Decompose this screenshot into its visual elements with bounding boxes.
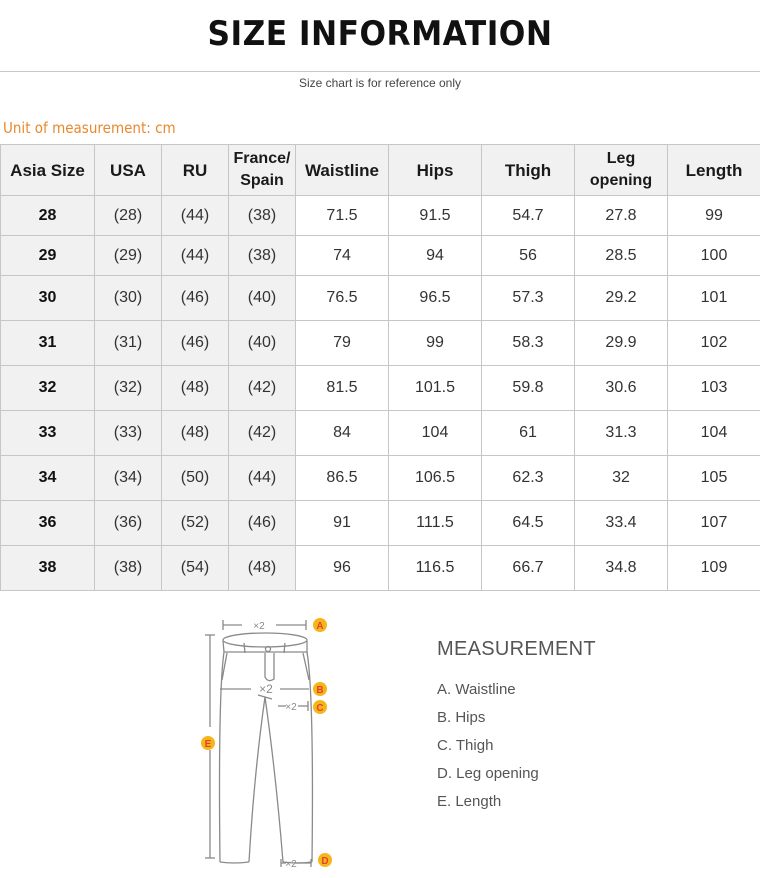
title-divider xyxy=(0,71,760,72)
table-row xyxy=(1,366,760,411)
cell-france-spain: (40) xyxy=(229,321,296,366)
cell-ru: (50) xyxy=(162,456,229,501)
cell-hips: 99 xyxy=(389,321,482,366)
cell-leg-opening: 30.6 xyxy=(575,366,668,411)
table-header-row xyxy=(1,145,760,196)
cell-hips: 96.5 xyxy=(389,276,482,321)
cell-usa: (30) xyxy=(95,276,162,321)
cell-usa: (33) xyxy=(95,411,162,456)
cell-france-spain: (42) xyxy=(229,366,296,411)
cell-asia-size: 29 xyxy=(1,236,95,276)
cell-waistline: 84 xyxy=(296,411,389,456)
col-header-length: Length xyxy=(668,145,760,196)
table-row xyxy=(1,276,760,321)
cell-ru: (44) xyxy=(162,196,229,236)
table-row xyxy=(1,196,760,236)
cell-leg-opening: 34.8 xyxy=(575,546,668,591)
cell-hips: 94 xyxy=(389,236,482,276)
svg-text:×2: ×2 xyxy=(259,682,273,696)
cell-thigh: 66.7 xyxy=(482,546,575,591)
table-row xyxy=(1,236,760,276)
cell-leg-opening: 33.4 xyxy=(575,501,668,546)
legend-item-leg-opening: D. Leg opening xyxy=(437,765,539,782)
cell-length: 105 xyxy=(668,456,760,501)
cell-asia-size: 30 xyxy=(1,276,95,321)
cell-ru: (48) xyxy=(162,366,229,411)
cell-france-spain: (42) xyxy=(229,411,296,456)
svg-text:C: C xyxy=(316,703,324,714)
pants-diagram-icon xyxy=(190,605,340,875)
cell-length: 99 xyxy=(668,196,760,236)
cell-length: 107 xyxy=(668,501,760,546)
cell-length: 102 xyxy=(668,321,760,366)
cell-hips: 104 xyxy=(389,411,482,456)
cell-ru: (44) xyxy=(162,236,229,276)
size-table xyxy=(0,144,760,591)
cell-leg-opening: 31.3 xyxy=(575,411,668,456)
cell-usa: (36) xyxy=(95,501,162,546)
cell-usa: (29) xyxy=(95,236,162,276)
cell-leg-opening: 29.9 xyxy=(575,321,668,366)
cell-usa: (38) xyxy=(95,546,162,591)
cell-waistline: 91 xyxy=(296,501,389,546)
svg-text:×2: ×2 xyxy=(285,702,297,713)
col-header-thigh: Thigh xyxy=(482,145,575,196)
col-header-usa: USA xyxy=(95,145,162,196)
cell-ru: (52) xyxy=(162,501,229,546)
cell-usa: (32) xyxy=(95,366,162,411)
cell-hips: 111.5 xyxy=(389,501,482,546)
cell-thigh: 58.3 xyxy=(482,321,575,366)
cell-france-spain: (46) xyxy=(229,501,296,546)
cell-waistline: 96 xyxy=(296,546,389,591)
cell-thigh: 61 xyxy=(482,411,575,456)
cell-ru: (54) xyxy=(162,546,229,591)
cell-waistline: 86.5 xyxy=(296,456,389,501)
cell-asia-size: 38 xyxy=(1,546,95,591)
page-title: SIZE INFORMATION xyxy=(207,14,553,54)
cell-length: 101 xyxy=(668,276,760,321)
cell-length: 103 xyxy=(668,366,760,411)
col-header-ru: RU xyxy=(162,145,229,196)
svg-text:E: E xyxy=(204,739,212,750)
cell-waistline: 74 xyxy=(296,236,389,276)
cell-asia-size: 33 xyxy=(1,411,95,456)
cell-hips: 106.5 xyxy=(389,456,482,501)
cell-usa: (34) xyxy=(95,456,162,501)
legend-item-thigh: C. Thigh xyxy=(437,737,494,754)
cell-usa: (28) xyxy=(95,196,162,236)
table-row xyxy=(1,411,760,456)
table-row xyxy=(1,501,760,546)
cell-hips: 101.5 xyxy=(389,366,482,411)
cell-length: 109 xyxy=(668,546,760,591)
cell-asia-size: 36 xyxy=(1,501,95,546)
cell-france-spain: (48) xyxy=(229,546,296,591)
unit-label: Unit of measurement: cm xyxy=(3,119,176,137)
col-header-waistline: Waistline xyxy=(296,145,389,196)
cell-thigh: 54.7 xyxy=(482,196,575,236)
cell-france-spain: (44) xyxy=(229,456,296,501)
col-header-hips: Hips xyxy=(389,145,482,196)
cell-thigh: 57.3 xyxy=(482,276,575,321)
svg-text:×2: ×2 xyxy=(285,859,297,870)
cell-ru: (46) xyxy=(162,276,229,321)
cell-waistline: 79 xyxy=(296,321,389,366)
cell-asia-size: 28 xyxy=(1,196,95,236)
cell-thigh: 59.8 xyxy=(482,366,575,411)
cell-waistline: 81.5 xyxy=(296,366,389,411)
reference-note: Size chart is for reference only xyxy=(298,76,462,90)
cell-ru: (46) xyxy=(162,321,229,366)
legend-item-hips: B. Hips xyxy=(437,709,486,726)
cell-leg-opening: 27.8 xyxy=(575,196,668,236)
col-header-france-spain: France/ Spain xyxy=(229,145,296,196)
cell-asia-size: 34 xyxy=(1,456,95,501)
svg-text:×2: ×2 xyxy=(253,621,265,632)
cell-hips: 91.5 xyxy=(389,196,482,236)
cell-france-spain: (38) xyxy=(229,196,296,236)
cell-ru: (48) xyxy=(162,411,229,456)
cell-leg-opening: 32 xyxy=(575,456,668,501)
measurement-title: MEASUREMENT xyxy=(437,638,596,660)
cell-thigh: 56 xyxy=(482,236,575,276)
col-header-leg-opening: Leg opening xyxy=(575,145,668,196)
cell-asia-size: 31 xyxy=(1,321,95,366)
cell-asia-size: 32 xyxy=(1,366,95,411)
table-row xyxy=(1,321,760,366)
legend-item-length: E. Length xyxy=(437,793,502,810)
svg-text:D: D xyxy=(321,856,329,867)
cell-leg-opening: 28.5 xyxy=(575,236,668,276)
table-row xyxy=(1,546,760,591)
cell-usa: (31) xyxy=(95,321,162,366)
svg-text:B: B xyxy=(316,685,324,696)
cell-length: 104 xyxy=(668,411,760,456)
cell-leg-opening: 29.2 xyxy=(575,276,668,321)
measurement-legend xyxy=(437,680,539,820)
cell-length: 100 xyxy=(668,236,760,276)
col-header-asia-size: Asia Size xyxy=(1,145,95,196)
cell-thigh: 64.5 xyxy=(482,501,575,546)
cell-waistline: 76.5 xyxy=(296,276,389,321)
legend-item-waistline: A. Waistline xyxy=(437,681,516,698)
cell-france-spain: (40) xyxy=(229,276,296,321)
cell-hips: 116.5 xyxy=(389,546,482,591)
cell-waistline: 71.5 xyxy=(296,196,389,236)
cell-france-spain: (38) xyxy=(229,236,296,276)
svg-text:A: A xyxy=(316,621,324,632)
cell-thigh: 62.3 xyxy=(482,456,575,501)
table-row xyxy=(1,456,760,501)
